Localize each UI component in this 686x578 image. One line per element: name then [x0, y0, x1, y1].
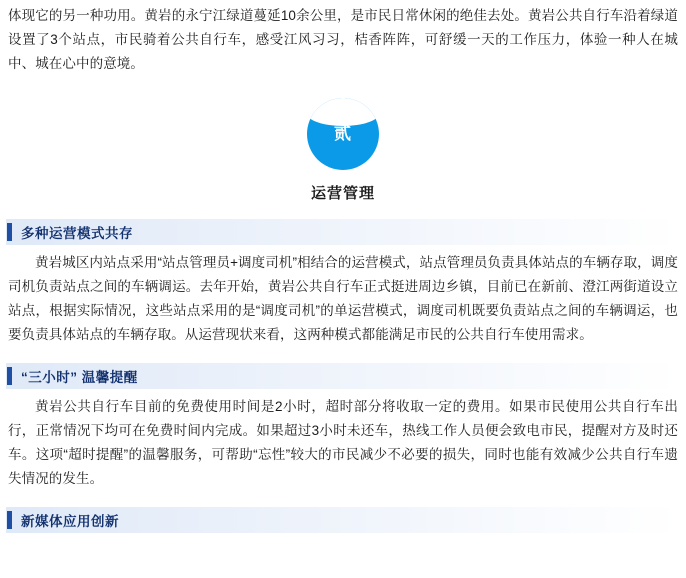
- intro-paragraph: 体现它的另一种功用。黄岩的永宁江绿道蔓延10余公里，是市民日常休闲的绝佳去处。黄岩公共自行车沿着绿道设置了3个站点，市民骑着公共自行车，感受江风习习，桔香阵阵，可舒缓一天的工作压力，体验一种人在城中、城在心中的意境。: [8, 8, 678, 71]
- heading-bar-icon: [7, 511, 12, 529]
- chapter-badge: [6, 98, 680, 203]
- heading-bar-icon: [7, 223, 12, 241]
- section-heading-3-text: 新媒体应用创新: [21, 514, 119, 529]
- section-heading-1: [6, 219, 680, 245]
- section-heading-3: [6, 507, 680, 533]
- chapter-title: 运营管理: [310, 185, 375, 202]
- heading-bar-icon: [7, 367, 12, 385]
- section-1-paragraph-1: 黄岩城区内站点采用“站点管理员+调度司机”相结合的运营模式，站点管理员负责具体站点的车辆存取，调度司机负责站点之间的车辆调运。去年开始，黄岩公共自行车正式挺进周边乡镇，目前已在新前、澄江两街道设立站点，根据实际情况，这些站点采用的是“调度司机”的单运营模式，调度司机既要负责站点之间的车辆调运，也要负责具体站点的车辆存取。从运营现状来看，这两种模式都能满足市民的公共自行车使用需求。: [8, 255, 678, 342]
- chapter-number: 贰: [334, 124, 352, 143]
- section-heading-1-text: 多种运营模式共存: [21, 226, 133, 241]
- chapter-badge-circle: [307, 98, 379, 170]
- section-heading-2-text: “三小时” 温馨提醒: [21, 370, 138, 385]
- section-heading-2: [6, 363, 680, 389]
- section-2-paragraph-1: 黄岩公共自行车目前的免费使用时间是2小时，超时部分将收取一定的费用。如果市民使用公共自行车出行，正常情况下均可在免费时间内完成。如果超过3小时未还车，热线工作人员便会致电市民，提醒对方及时还车。这项“超时提醒”的温馨服务，可帮助“忘性”较大的市民减少不必要的损失，同时也能有效减少公共自行车遗失情况的发生。: [8, 399, 678, 486]
